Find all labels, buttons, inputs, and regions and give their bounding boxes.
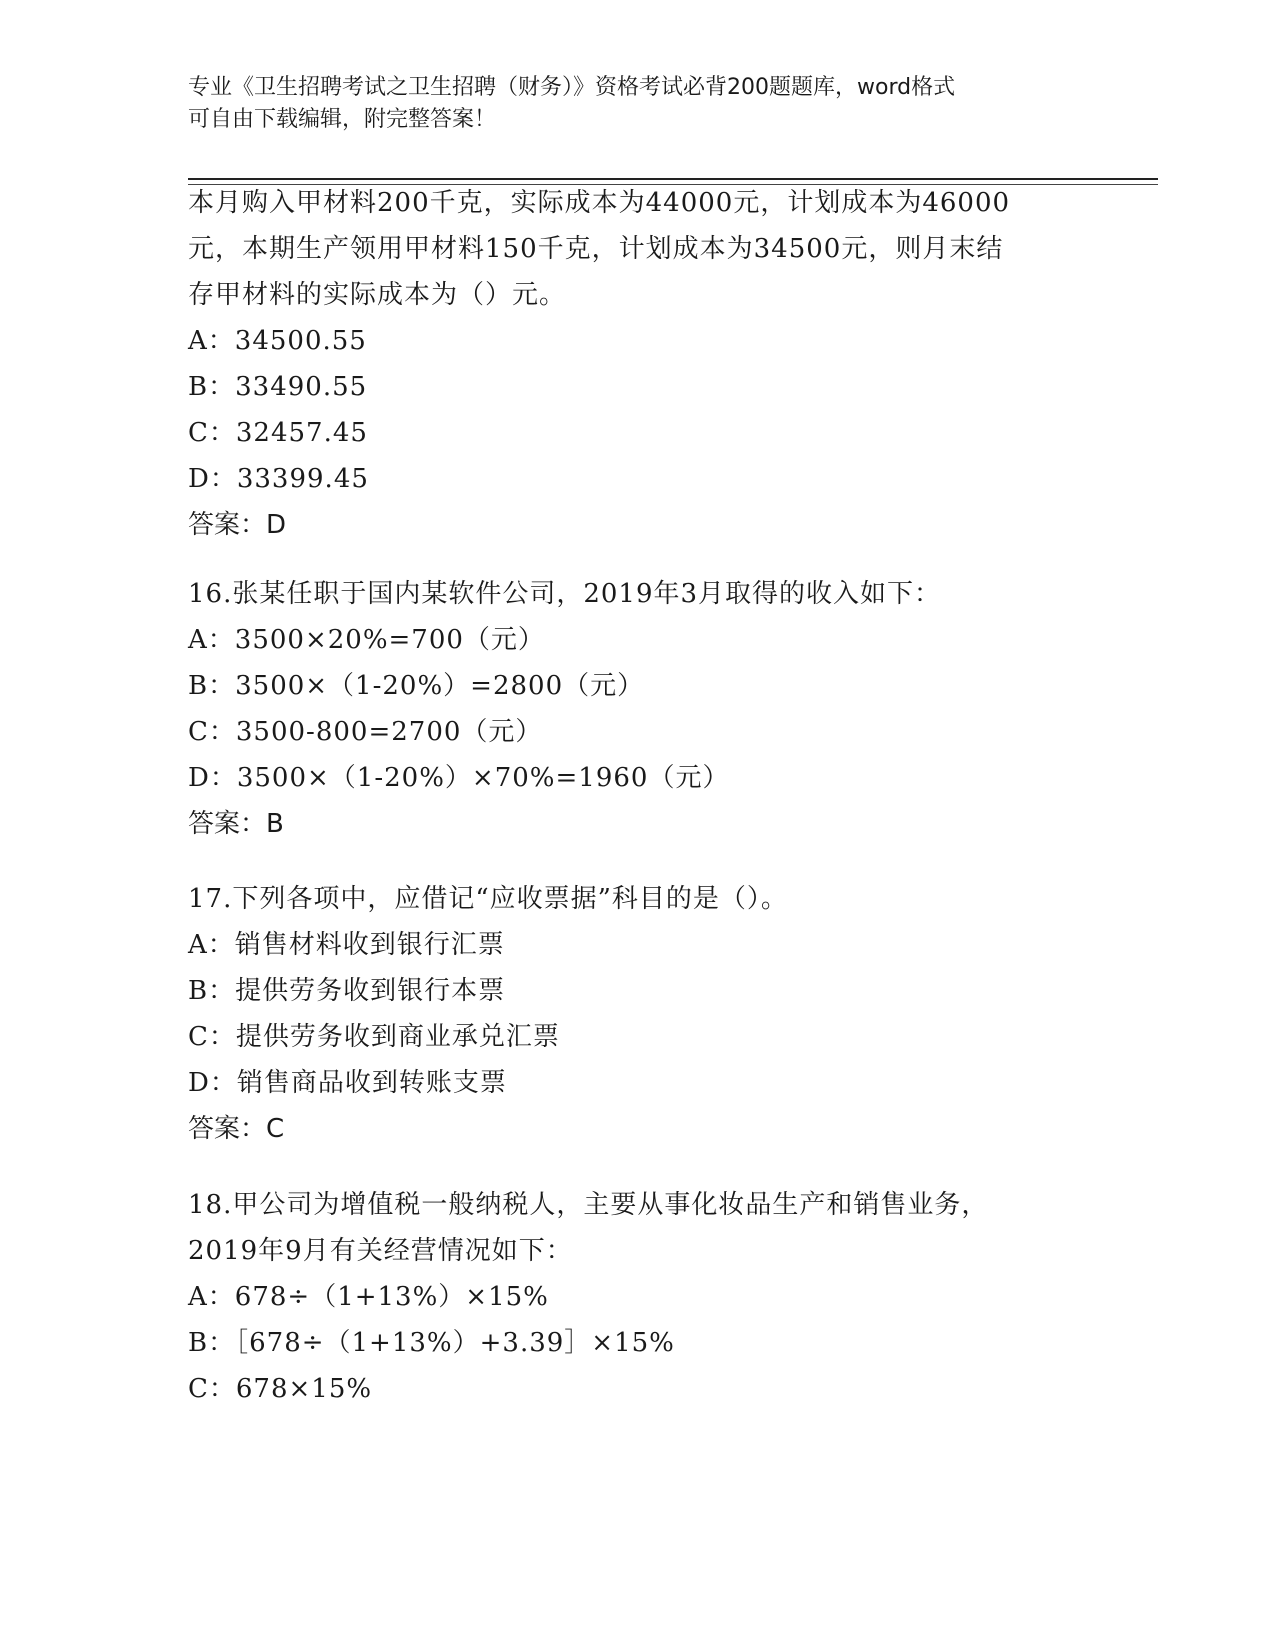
answer-line: 答案：B [188, 809, 284, 839]
option-b: B：33490.55 [188, 372, 368, 402]
document-header [188, 72, 1088, 136]
option-d: D：3500×（1-20%）×70%=1960（元） [188, 763, 730, 793]
question-stem-line: 存甲材料的实际成本为（）元。 [188, 280, 567, 310]
question-stem-line: 18.甲公司为增值税一般纳税人，主要从事化妆品生产和销售业务， [188, 1190, 989, 1220]
question-stem-line: 元，本期生产领用甲材料150千克，计划成本为34500元，则月末结 [188, 234, 1004, 264]
option-a: A：678÷（1+13%）×15% [188, 1282, 549, 1312]
option-a: A：3500×20%=700（元） [188, 625, 545, 655]
question-stem-line: 2019年9月有关经营情况如下： [188, 1236, 573, 1266]
option-c: C：678×15% [188, 1374, 373, 1404]
option-b: B：［678÷（1+13%）+3.39］×15% [188, 1328, 675, 1358]
question-block [188, 571, 1088, 847]
question-stem-line: 17.下列各项中，应借记“应收票据”科目的是（）。 [188, 884, 788, 914]
option-d: D：销售商品收到转账支票 [188, 1068, 507, 1098]
option-c: C：3500-800=2700（元） [188, 717, 543, 747]
option-a: A：销售材料收到银行汇票 [188, 930, 505, 960]
header-line-2: 可自由下载编辑，附完整答案！ [188, 107, 497, 132]
option-d: D：33399.45 [188, 464, 369, 494]
option-b: B：3500×（1-20%）=2800（元） [188, 671, 645, 701]
question-block [188, 1182, 1088, 1412]
answer-line: 答案：D [188, 510, 287, 540]
question-block [188, 180, 1088, 548]
answer-line: 答案：C [188, 1114, 285, 1144]
option-c: C：32457.45 [188, 418, 368, 448]
header-line-1: 专业《卫生招聘考试之卫生招聘（财务）》资格考试必背200题题库，word格式 [188, 75, 956, 100]
question-stem-line: 本月购入甲材料200千克，实际成本为44000元，计划成本为46000 [188, 188, 1011, 218]
option-b: B：提供劳务收到银行本票 [188, 976, 506, 1006]
option-c: C：提供劳务收到商业承兑汇票 [188, 1022, 560, 1052]
option-a: A：34500.55 [188, 326, 367, 356]
question-block [188, 876, 1088, 1152]
question-stem-line: 16.张某任职于国内某软件公司，2019年3月取得的收入如下： [188, 579, 942, 609]
